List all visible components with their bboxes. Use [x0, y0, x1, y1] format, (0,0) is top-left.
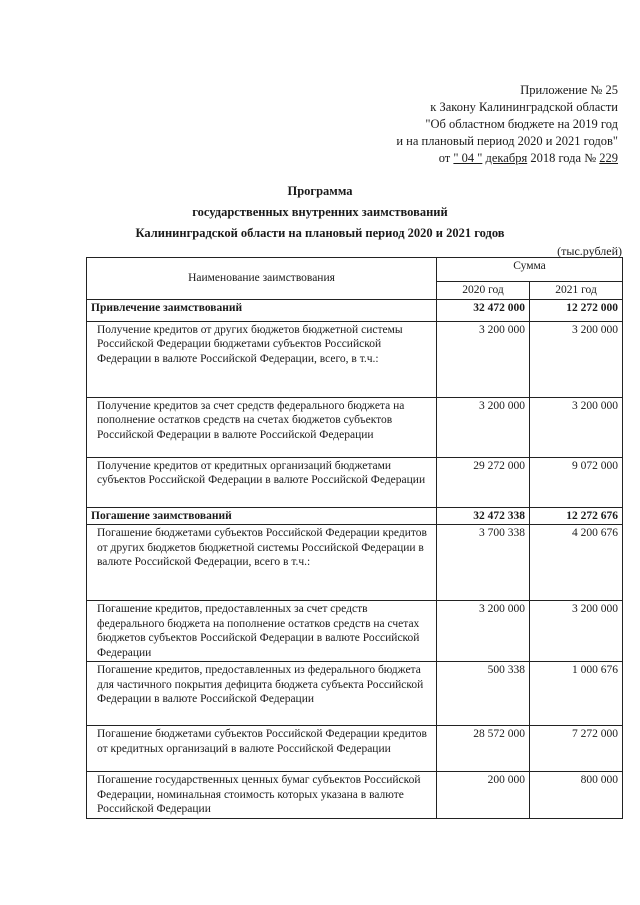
column-header-sum: Сумма — [437, 258, 623, 282]
row-name: Получение кредитов за счет средств федерального бюджета на пополнение остатков средств на счетах бюджетов субъектов Российской Федерации в валюте Российской Федерации — [87, 397, 437, 457]
row-name: Получение кредитов от других бюджетов бюджетной системы Российской Федерации бюджетами субъектов Российской Федерации в валюте Российской Федерации, всего, в т.ч.: — [87, 321, 437, 397]
table-row — [87, 299, 623, 321]
table-row — [87, 662, 623, 726]
row-value-2020: 29 272 000 — [437, 457, 530, 507]
row-name: Погашение государственных ценных бумаг субъектов Российской Федерации, номинальная стоимость которых указана в валюте Российской Федерации — [87, 772, 437, 819]
row-name: Погашение заимствований — [87, 507, 437, 525]
row-name: Привлечение заимствований — [87, 299, 437, 321]
row-value-2020: 500 338 — [437, 662, 530, 726]
table-row — [87, 321, 623, 397]
law-date: от " 04 " декабря 2018 года № 229 — [438, 151, 618, 165]
row-value-2020: 3 200 000 — [437, 397, 530, 457]
table-row — [87, 397, 623, 457]
law-title-line1: "Об областном бюджете на 2019 год — [425, 117, 618, 131]
law-reference: к Закону Калининградской области — [430, 100, 618, 114]
row-name: Погашение кредитов, предоставленных из федерального бюджета для частичного покрытия дефицита бюджета субъекта Российской Федерации в валюте Российской Федерации — [87, 662, 437, 726]
table-row — [87, 525, 623, 601]
row-value-2021: 3 200 000 — [530, 601, 623, 662]
row-value-2021: 3 200 000 — [530, 397, 623, 457]
document-title: Программа государственных внутренних заимствований Калининградской области на плановый период 2020 и 2021 годов — [135, 184, 505, 240]
row-name: Погашение бюджетами субъектов Российской Федерации кредитов от кредитных организаций в валюте Российской Федерации — [87, 726, 437, 772]
column-header-2020: 2020 год — [437, 282, 530, 300]
row-value-2020: 200 000 — [437, 772, 530, 819]
table-row — [87, 601, 623, 662]
appendix-header — [396, 82, 618, 167]
table-row — [87, 726, 623, 772]
row-value-2021: 3 200 000 — [530, 321, 623, 397]
row-value-2020: 28 572 000 — [437, 726, 530, 772]
table-row — [87, 457, 623, 507]
unit-label: (тыс.рублей) — [557, 244, 622, 258]
row-value-2021: 12 272 000 — [530, 299, 623, 321]
row-value-2020: 3 200 000 — [437, 321, 530, 397]
table-row — [87, 772, 623, 819]
row-name: Погашение бюджетами субъектов Российской Федерации кредитов от других бюджетов бюджетной системы Российской Федерации в валюте Российской Федерации, всего в т.ч.: — [87, 525, 437, 601]
row-value-2021: 800 000 — [530, 772, 623, 819]
row-value-2021: 9 072 000 — [530, 457, 623, 507]
law-title-line2: и на плановый период 2020 и 2021 годов" — [396, 134, 618, 148]
column-header-name: Наименование заимствования — [87, 258, 437, 300]
appendix-number: Приложение № 25 — [520, 83, 618, 97]
row-value-2021: 1 000 676 — [530, 662, 623, 726]
row-value-2020: 3 200 000 — [437, 601, 530, 662]
row-value-2020: 3 700 338 — [437, 525, 530, 601]
row-value-2021: 12 272 676 — [530, 507, 623, 525]
column-header-2021: 2021 год — [530, 282, 623, 300]
row-value-2020: 32 472 338 — [437, 507, 530, 525]
row-value-2021: 4 200 676 — [530, 525, 623, 601]
table-row — [87, 507, 623, 525]
table-body — [87, 299, 623, 818]
row-value-2020: 32 472 000 — [437, 299, 530, 321]
row-name: Погашение кредитов, предоставленных за счет средств федерального бюджета на пополнение остатков средств на счетах бюджетов субъектов Российской Федерации в валюте Российской Федерации — [87, 601, 437, 662]
row-name: Получение кредитов от кредитных организаций бюджетами субъектов Российской Федерации в валюте Российской Федерации — [87, 457, 437, 507]
row-value-2021: 7 272 000 — [530, 726, 623, 772]
borrowing-table — [86, 257, 623, 819]
